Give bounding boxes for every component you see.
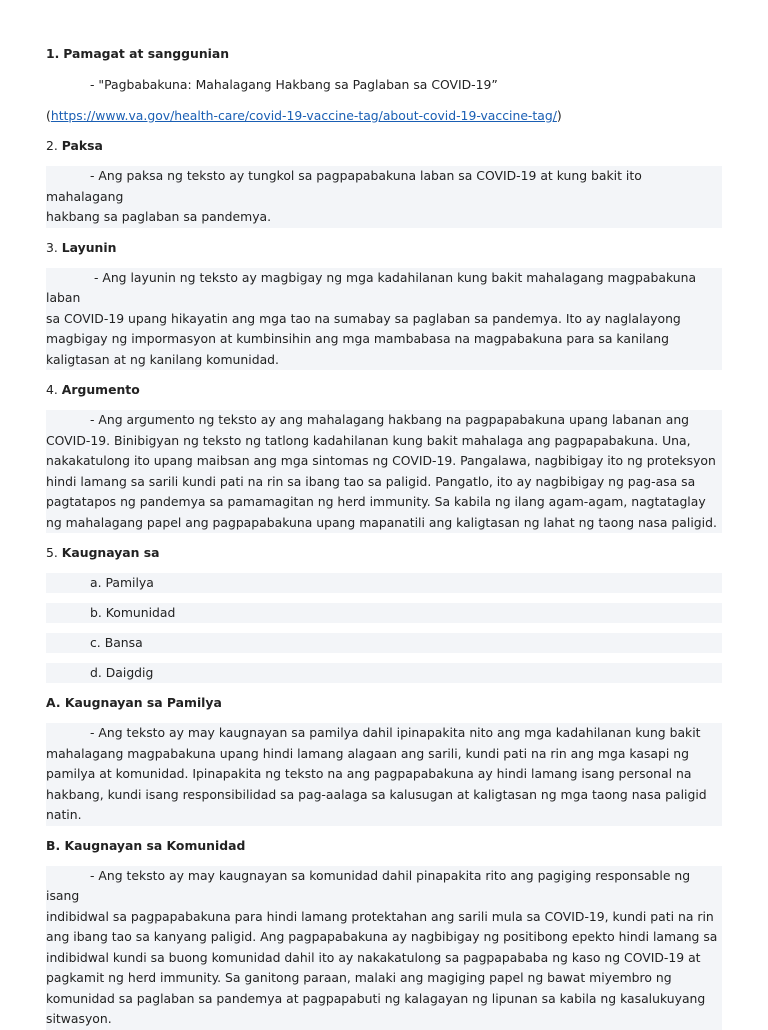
section-2-heading	[46, 136, 768, 156]
section-b-body-first: - Ang teksto ay may kaugnayan sa komunidad dahil pinapakita rito ang pagiging responsable ng isang	[46, 867, 691, 903]
list-item	[46, 573, 722, 593]
list-item-bansa: c. Bansa	[90, 635, 143, 650]
section-2-body-rest: hakbang sa paglaban sa pandemya.	[46, 209, 272, 224]
link-close-paren: )	[556, 107, 562, 123]
list-item-pamilya: a. Pamilya	[90, 575, 154, 590]
section-1-source-line	[46, 106, 722, 127]
section-a-heading	[46, 693, 768, 713]
section-4-label: Argumento	[61, 382, 140, 397]
section-a-body-rest: mahalagang magpabakuna upang hindi lamang alagaan ang sarili, kundi pati na rin ang mga kasapi ng pamilya at komunidad. Ipinapakita ng teksto na ang pagpapabakuna ay hindi lamang isang personal na hakbang, kundi isang responsibilidad sa pag-aalaga sa kalusugan at kaligtasan ng mga taong nasa paligid natin.	[46, 745, 707, 822]
section-5-heading	[46, 543, 768, 563]
section-3-label: Layunin	[61, 239, 117, 255]
section-a-label: A. Kaugnayan sa Pamilya	[46, 695, 222, 710]
source-link[interactable]: https://www.va.gov/health-care/covid-19-vaccine-tag/about-covid-19-vaccine-tag/	[50, 107, 557, 123]
section-a-body	[46, 723, 722, 826]
list-item	[46, 633, 722, 653]
section-4-number: 4.	[46, 382, 58, 397]
list-item-komunidad: b. Komunidad	[90, 605, 176, 620]
section-3-number: 3.	[46, 239, 58, 255]
link-open-paren: (	[46, 107, 51, 123]
list-item	[46, 663, 722, 683]
section-4-body-rest: COVID-19. Binibigyan ng teksto ng tatlong kadahilanan kung bakit mahalaga ang pagpapabakuna. Una, nakakatulong ito upang maibsan ang mga sintomas ng COVID-19. Pangalawa, nagbibigay ito ng proteksyon hindi lamang sa sarili kundi pati na rin sa ibang tao sa paligid. Pangatlo, ito ay nagbibigay ng pag-asa sa pagtatapos ng pandemya sa pamamagitan ng herd immunity. Sa kabila ng ilang agam-agam, nagtataglay ng mahalagang papel ang pagpapabakuna upang mapanatili ang kaligtasan ng lahat ng taong nasa paligid.	[46, 432, 717, 530]
section-2-number: 2.	[46, 138, 58, 153]
section-b-heading	[46, 836, 768, 856]
section-1-heading	[46, 44, 768, 64]
section-2-body	[46, 166, 722, 228]
section-5-label: Kaugnayan sa	[61, 545, 160, 560]
section-b-body-rest: indibidwal sa pagpapabakuna para hindi lamang protektahan ang sarili mula sa COVID-19, kundi pati na rin ang ibang tao sa kanyang paligid. Ang pagpapabakuna ay nagbibigay ng positibong epekto hindi lamang sa indibidwal kundi sa buong komunidad dahil ito ay nakakatulong sa pagpapababa ng kaso ng COVID-19 at pagkamit ng herd immunity. Sa ganitong paraan, malaki ang magiging papel ng bawat miyembro ng komunidad sa paglaban sa pandemya at pagpapabuti ng kalagayan ng lipunan sa kabila ng kasalukuyang sitwasyon.	[46, 908, 718, 1026]
section-1-title-line	[46, 75, 722, 96]
section-1-title-text: - "Pagbabakuna: Mahalagang Hakbang sa Paglaban sa COVID-19”	[90, 77, 498, 92]
section-5-number: 5.	[46, 545, 58, 560]
section-3-body-first: - Ang layunin ng teksto ay magbigay ng mga kadahilanan kung bakit mahalagang magpabakuna laban	[46, 269, 697, 305]
section-3-heading	[46, 238, 768, 258]
section-4-body	[46, 410, 722, 533]
section-2-label: Paksa	[61, 138, 103, 153]
section-2-body-first: - Ang paksa ng teksto ay tungkol sa pagpapabakuna laban sa COVID-19 at kung bakit ito mahalagang	[46, 168, 642, 204]
section-1-label: Pamagat at sanggunian	[63, 46, 230, 61]
section-3-body	[46, 268, 722, 371]
section-4-heading	[46, 380, 768, 400]
section-b-body	[46, 866, 722, 1030]
section-b-label: B. Kaugnayan sa Komunidad	[46, 837, 246, 853]
list-item-daigdig: d. Daigdig	[90, 665, 154, 680]
section-3-body-rest: sa COVID-19 upang hikayatin ang mga tao na sumabay sa paglaban sa pandemya. Ito ay naglalayong magbigay ng impormasyon at kumbinsihin ang mga mambabasa na magpabakuna para sa kanilang kaligtasan at ng kanilang komunidad.	[46, 310, 681, 367]
section-4-body-first: - Ang argumento ng teksto ay ang mahalagang hakbang na pagpapabakuna upang labanan ang	[90, 412, 690, 427]
section-1-number: 1.	[46, 46, 60, 61]
list-item	[46, 603, 722, 623]
section-a-body-first: - Ang teksto ay may kaugnayan sa pamilya dahil ipinapakita nito ang mga kadahilanan kung bakit	[90, 725, 701, 740]
